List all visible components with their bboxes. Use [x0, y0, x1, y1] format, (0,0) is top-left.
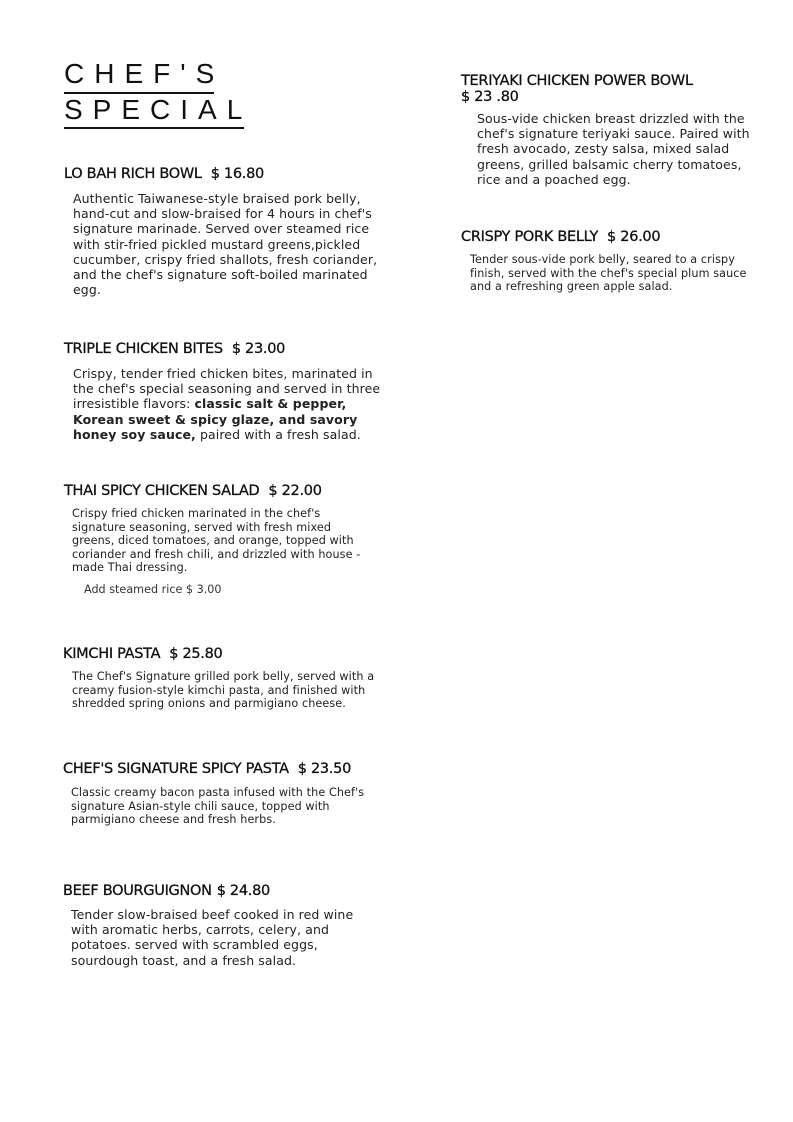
- item-name: BEEF BOURGUIGNON: [63, 883, 212, 899]
- menu-item-pork-belly: [461, 229, 771, 294]
- item-name: TRIPLE CHICKEN BITES: [64, 341, 223, 357]
- item-description: [64, 366, 385, 442]
- menu-item-teriyaki: [461, 73, 771, 187]
- menu-item-lo-bah: [64, 166, 394, 297]
- item-heading: [63, 761, 403, 777]
- item-price: $ 23 .80: [461, 89, 519, 105]
- menu-title: [64, 58, 253, 129]
- item-heading: [461, 73, 771, 105]
- item-name: LO BAH RICH BOWL: [64, 166, 202, 182]
- item-description: Classic creamy bacon pasta infused with the Chef's signature Asian-style chili sauce, topped with parmigiano cheese and fresh herbs.: [71, 786, 365, 827]
- item-heading: [63, 883, 393, 899]
- item-description: Tender sous-vide pork belly, seared to a crispy finish, served with the chef's special plum sauce and a refreshing green apple salad.: [470, 253, 747, 294]
- item-price: $ 26.00: [607, 229, 661, 245]
- item-price: $ 16.80: [210, 166, 264, 182]
- item-heading: [461, 229, 771, 245]
- item-heading: [64, 341, 394, 357]
- item-name: CHEF'S SIGNATURE SPICY PASTA: [63, 761, 289, 777]
- item-price: $ 23.00: [231, 341, 286, 357]
- item-name: CRISPY PORK BELLY: [461, 229, 599, 245]
- item-price: $ 22.00: [268, 483, 322, 499]
- menu-item-thai-salad: [64, 483, 394, 596]
- item-description: The Chef's Signature grilled pork belly, served with a creamy fusion-style kimchi pasta, and finished with shredded spring onions and parmigiano cheese.: [72, 670, 375, 711]
- title-line-2: SPECIAL: [64, 94, 244, 129]
- item-price: $ 23.50: [297, 761, 352, 777]
- item-description: Sous-vide chicken breast drizzled with the chef's signature teriyaki sauce. Paired with fresh avocado, zesty salsa, mixed salad greens, grilled balsamic cherry tomatoes, rice and a poached egg.: [477, 111, 750, 187]
- item-description: Crispy fried chicken marinated in the chef's signature seasoning, served with fresh mixed greens, diced tomatoes, and orange, topped with coriander and fresh chili, and drizzled with house -made Thai dressing.: [72, 507, 361, 575]
- item-name: THAI SPICY CHICKEN SALAD: [64, 483, 260, 499]
- item-addon-note: Add steamed rice $ 3.00: [84, 582, 222, 596]
- item-price: $ 25.80: [169, 646, 223, 662]
- menu-item-beef: [63, 883, 393, 968]
- menu-item-spicy-pasta: [63, 761, 403, 827]
- title-line-1: CHEF'S: [64, 58, 214, 94]
- item-name: TERIYAKI CHICKEN POWER BOWL: [461, 73, 693, 89]
- item-description: Tender slow-braised beef cooked in red wine with aromatic herbs, carrots, celery, and potatoes. served with scrambled eggs, sourdough toast, and a fresh salad.: [71, 907, 354, 968]
- item-heading: [63, 646, 393, 662]
- item-heading: [64, 166, 394, 182]
- item-heading: [64, 483, 394, 499]
- item-name: KIMCHI PASTA: [63, 646, 161, 662]
- item-description: Authentic Taiwanese-style braised pork belly, hand-cut and slow-braised for 4 hours in chef's signature marinade. Served over steamed rice with stir-fried pickled mustard greens,pickled cucumber, crispy fried shallots, fresh coriander, and the chef's signature soft-boiled marinated egg.: [73, 191, 378, 298]
- desc-intro: Crispy, tender fried chicken bites, marinated in the chef's special seasoning and served in three irresistible flavors:: [73, 366, 381, 412]
- menu-item-triple-chicken: [64, 341, 394, 442]
- item-price: $ 24.80: [216, 883, 270, 899]
- desc-flavors: classic salt & pepper, Korean sweet & spicy glaze, and savory honey soy sauce,: [73, 396, 358, 442]
- menu-item-kimchi: [63, 646, 393, 711]
- desc-outro: paired with a fresh salad.: [195, 426, 361, 442]
